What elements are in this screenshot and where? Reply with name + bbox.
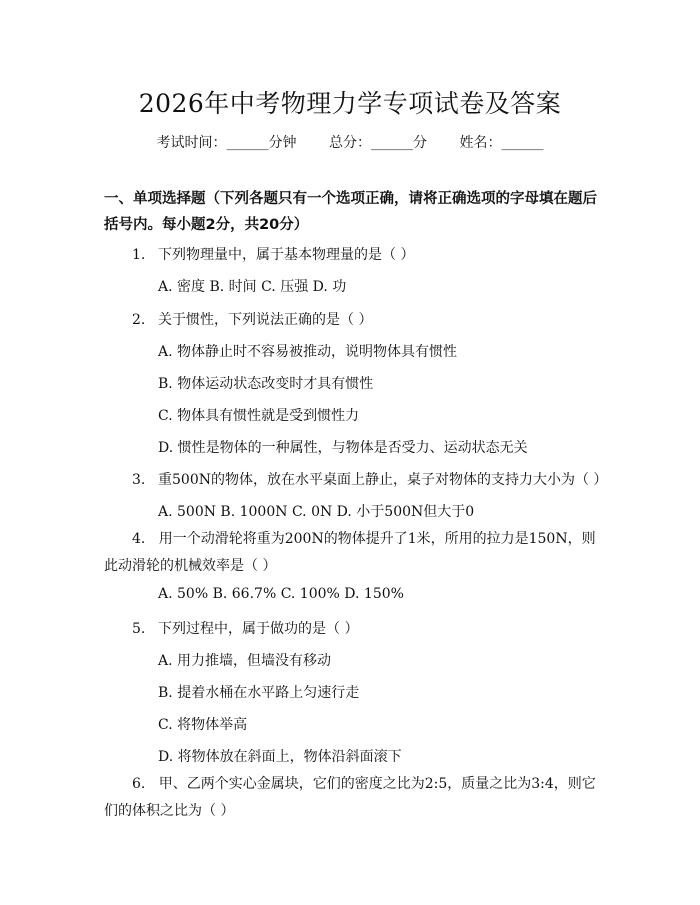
page-title: 2026年中考物理力学专项试卷及答案 xyxy=(138,89,562,118)
section-heading: 一、单项选择题（下列各题只有一个选项正确，请将正确选项的字母填在题后括号内。每小题2分，共20分） xyxy=(104,191,597,233)
exam-name: 姓名：______ xyxy=(459,135,544,151)
question-4 xyxy=(104,526,604,580)
exam-info xyxy=(0,132,700,152)
question-text: 重500N的物体，放在水平桌面上静止，桌子对物体的支持力大小为（ ） xyxy=(158,472,608,488)
option-c: C. 物体具有惯性就是受到惯性力 xyxy=(158,408,360,424)
question-number: 6. xyxy=(132,776,146,792)
question-number: 4. xyxy=(132,531,146,547)
question-4-options: A. 50% B. 66.7% C. 100% D. 150% xyxy=(158,586,404,602)
question-text: 甲、乙两个实心金属块，它们的密度之比为2:5，质量之比为3:4，则它们的体积之比为（ ） xyxy=(104,776,596,819)
question-text: 下列过程中，属于做功的是（ ） xyxy=(158,621,359,637)
question-number: 1. xyxy=(132,247,146,263)
question-text: 关于惯性，下列说法正确的是（ ） xyxy=(158,312,373,328)
question-1 xyxy=(132,244,414,264)
question-number: 3. xyxy=(132,472,146,488)
question-1-options: A. 密度 B. 时间 C. 压强 D. 功 xyxy=(158,279,347,295)
question-2 xyxy=(132,309,372,329)
question-text: 下列物理量中，属于基本物理量的是（ ） xyxy=(158,247,415,263)
option-a: A. 用力推墙，但墙没有移动 xyxy=(158,653,332,669)
question-number: 5. xyxy=(132,621,146,637)
question-6 xyxy=(104,771,604,825)
option-a: A. 物体静止时不容易被推动，说明物体具有惯性 xyxy=(158,344,458,360)
option-d: D. 将物体放在斜面上，物体沿斜面滚下 xyxy=(158,749,402,765)
question-text: 用一个动滑轮将重为200N的物体提升了1米，所用的拉力是150N，则此动滑轮的机械效率是（ ） xyxy=(104,531,596,574)
option-d: D. 惯性是物体的一种属性，与物体是否受力、运动状态无关 xyxy=(158,440,528,456)
exam-score: 总分：______分 xyxy=(329,135,427,151)
option-b: B. 提着水桶在水平路上匀速行走 xyxy=(158,685,360,701)
question-5 xyxy=(132,618,358,638)
option-b: B. 物体运动状态改变时才具有惯性 xyxy=(158,376,374,392)
question-number: 2. xyxy=(132,312,146,328)
exam-time: 考试时间：______分钟 xyxy=(156,135,297,151)
question-3 xyxy=(132,469,607,489)
option-c: C. 将物体举高 xyxy=(158,717,248,733)
question-3-options: A. 500N B. 1000N C. 0N D. 小于500N但大于0 xyxy=(158,504,475,520)
